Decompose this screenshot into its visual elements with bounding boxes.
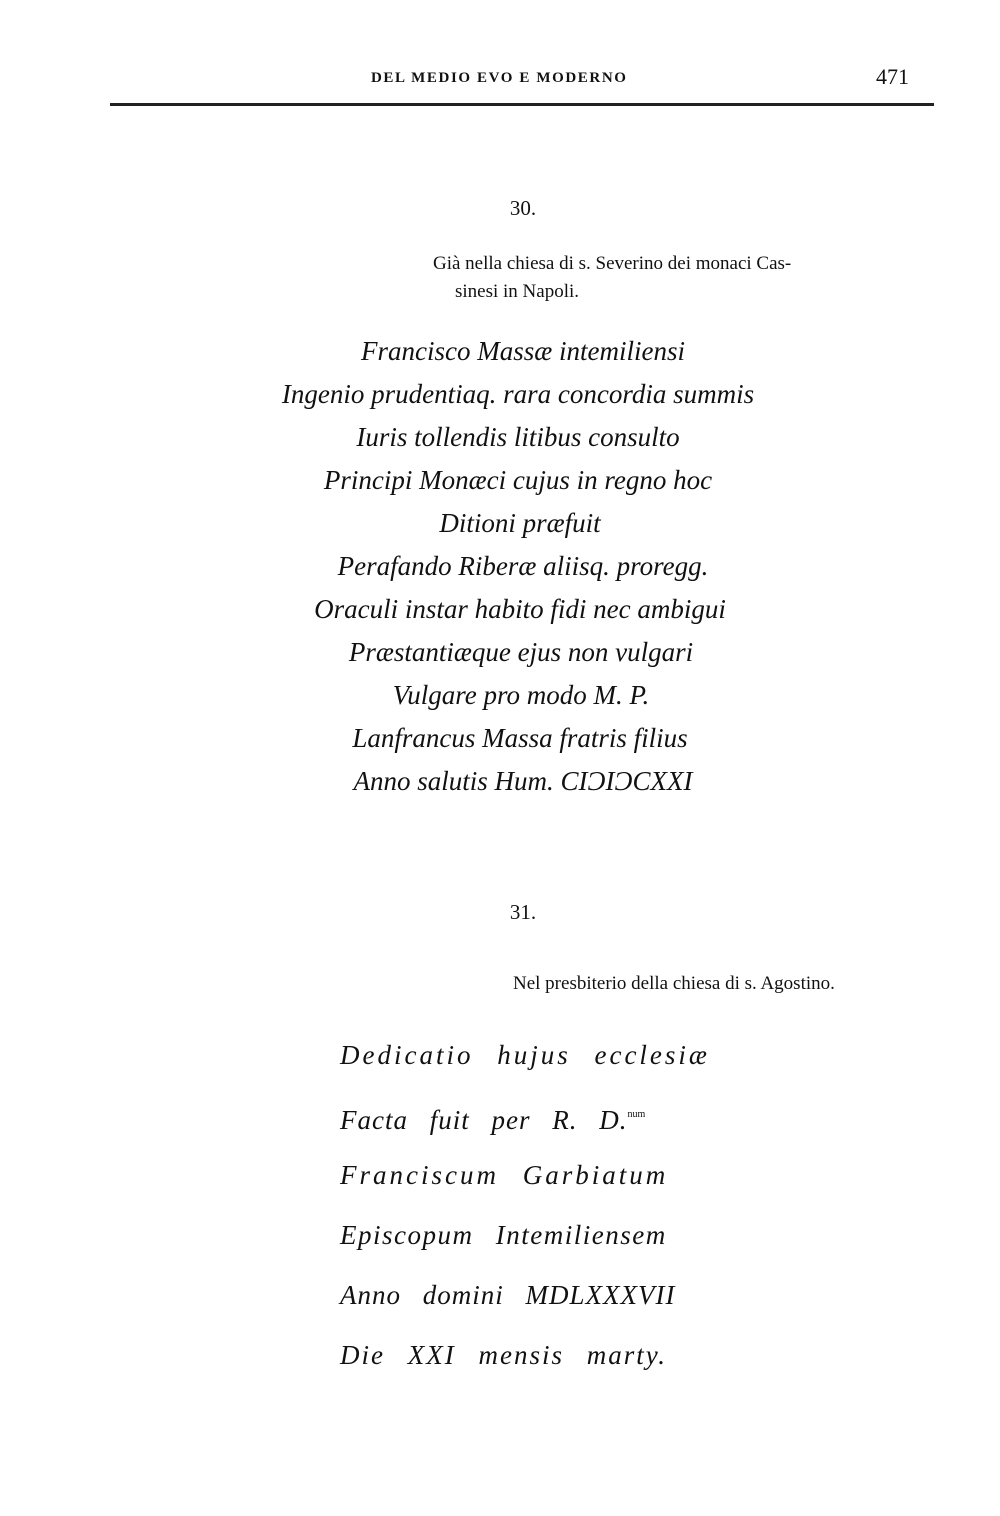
inscription-line: Iuris tollendis litibus consulto xyxy=(356,422,680,452)
inscription-31-text xyxy=(340,1035,900,1395)
inscription-line: Die XXI mensis marty. xyxy=(340,1340,667,1370)
inscription-number-31: 31. xyxy=(509,900,537,924)
inscription-line: Dedicatio hujus ecclesiæ xyxy=(340,1040,710,1070)
inscription-line: Anno domini MDLXXXVII xyxy=(340,1280,676,1310)
inscription-line: Principi Monæci cujus in regno hoc xyxy=(323,465,713,495)
inscription-line: Francisco Massæ intemiliensi xyxy=(361,336,685,366)
header-rule xyxy=(110,103,934,106)
inscription-number-30: 30. xyxy=(509,196,537,220)
inscription-line-text: Facta fuit per R. D. xyxy=(340,1105,628,1135)
inscription-line: Vulgare pro modo M. P. xyxy=(392,680,650,710)
running-head xyxy=(0,62,1000,92)
inscription-30-text xyxy=(0,330,1000,803)
location-line: sinesi in Napoli. xyxy=(455,281,580,302)
inscription-line: Episcopum Intemiliensem xyxy=(340,1220,667,1250)
superscript-abbreviation: num xyxy=(627,1109,646,1120)
location-line: Già nella chiesa di s. Severino dei monaci Cas- xyxy=(433,253,792,274)
inscription-line: Franciscum Garbiatum xyxy=(340,1160,669,1190)
inscription-line: Anno salutis Hum. CIƆIƆCXXI xyxy=(353,766,693,796)
inscription-line: Ditioni præfuit xyxy=(439,508,601,538)
inscription-line: Lanfrancus Massa fratris filius xyxy=(352,723,688,753)
running-title: DEL MEDIO EVO E MODERNO xyxy=(371,70,628,86)
inscription-line: Oraculi instar habito fidi nec ambigui xyxy=(314,594,726,624)
inscription-30-location xyxy=(433,250,943,306)
inscription-line: Perafando Riberæ aliisq. proregg. xyxy=(337,551,709,581)
location-line: Nel presbiterio della chiesa di s. Agostino. xyxy=(513,973,835,994)
inscription-line: Ingenio prudentiaq. rara concordia summis xyxy=(281,379,755,409)
inscription-31-location xyxy=(513,970,933,998)
inscription-line: Præstantiæque ejus non vulgari xyxy=(348,637,694,667)
page-number: 471 xyxy=(876,64,909,89)
inscription-line xyxy=(340,1095,900,1155)
